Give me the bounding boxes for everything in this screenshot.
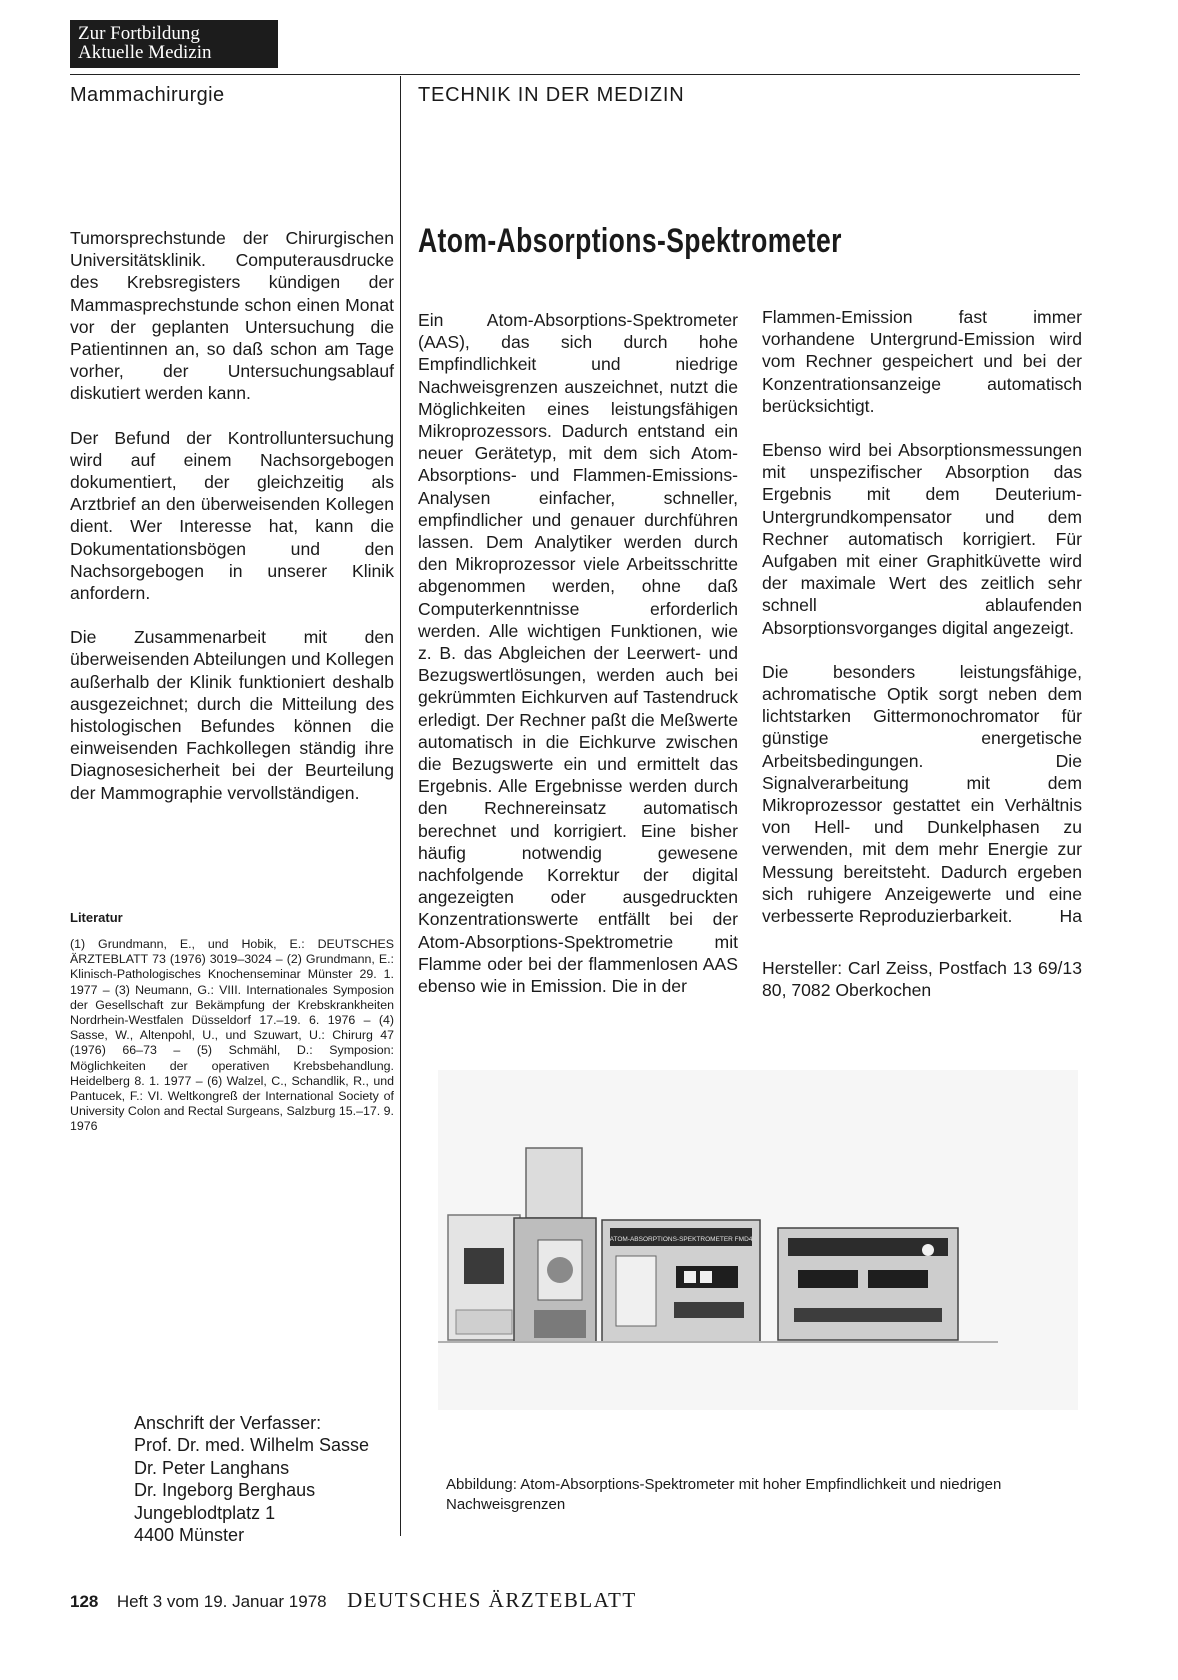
address-line: Jungeblodtplatz 1: [134, 1502, 276, 1523]
instrument-photo: [438, 1070, 1078, 1410]
address-line: 4400 Münster: [134, 1525, 245, 1546]
issue-info: Heft 3 vom 19. Januar 1978: [116, 1592, 327, 1611]
right-paragraph: Ebenso wird bei Absorptionsmessungen mit unspezifischer Absorption das Ergebnis mit dem Deuterium-Untergrundkompensator und dem Rechner automatisch korrigiert. Für Aufgaben mit einer Graphitküvette wird der maximale Wert des zeitlich sehr schnell ablaufenden Absorptionsvorganges digital angezeigt.: [762, 440, 1082, 638]
right-paragraph-text: Die besonders leistungsfähige, achromatische Optik sorgt neben dem lichtstarken Gittermonochromator für günstige energetische Arbeitsbedingungen. Die Signalverarbeitung mit dem Mikroprozessor gestattet ein Verhältnis von Hell- und Dunkelphasen zu verwenden, mit dem mehr Energie zur Messung bereitsteht. Dadurch ergeben sich ruhigere Anzeigewerte und eine verbesserte Reproduzierbarkeit.: [762, 661, 1082, 927]
spectrometer-main-unit: [602, 1220, 760, 1342]
column-divider: [400, 76, 401, 1536]
address-line: Dr. Peter Langhans: [134, 1457, 290, 1478]
article-title: Atom-Absorptions-Spektrometer: [418, 222, 842, 260]
author-signature: Ha: [1059, 906, 1082, 927]
badge-line-1: Zur Fortbildung: [78, 23, 200, 44]
address-line: Prof. Dr. med. Wilhelm Sasse: [134, 1435, 370, 1456]
middle-paragraph: Ein Atom-Absorptions-Spektrometer (AAS), das sich durch hohe Empfindlichkeit und niedrige Nachweisgrenzen auszeichnet, nutzt die Möglichkeiten eines leistungsfähigen Mikroprozessors. Dadurch entstand ein neuer Gerätetyp, mit dem sich Atom-Absorptions- und Flammen-Emissions-Analysen einfacher, schneller, empfindlicher und genauer durchführen lassen. Dem Analytiker werden durch den Mikroprozessor viele Arbeitsschritte abgenommen werden, ohne daß Computerkenntnisse erforderlich werden. Alle wichtigen Funktionen, wie z. B. das Abgleichen der Leerwert- und Bezugswertlösungen, werden auch bei gekrümmten Eichkurven auf Tastendruck erledigt. Der Rechner paßt die Meßwerte automatisch in die Eichkurve zwischen die Bezugswerte ein und ermittelt das Ergebnis. Alle Ergebnisse werden durch den Rechnereinsatz automatisch berechnet und korrigiert. Eine bisher häufig notwendig gewesene nachfolgende Korrektur der digital angezeigten oder ausgedruckten Konzentrationswerte entfällt bei der Atom-Absorptions-Spektrometrie mit Flamme oder bei der flammenlosen AAS ebenso wie in Emission. Die in der: [418, 310, 738, 997]
literature-references: (1) Grundmann, E., und Hobik, E.: DEUTSCHES ÄRZTEBLATT 73 (1976) 3019–3024 – (2) Grundmann, E.: Klinisch-Pathologisches Knochenseminar Münster 29. 1. 1977 – (3) Neumann, G.: VIII. Internationales Symposion der Gesellschaft zur Bekämpfung der Krebskrankheiten Nordrhein-Westfalen Düsseldorf 17.–19. 6. 1976 – (4) Sasse, W., Altenpohl, U., und Szuwart, U.: Chirurg 47 (1976) 66–73 – (5) Schmähl, D.: Symposion: Möglichkeiten der operativen Krebsbehandlung. Heidelberg 8. 1. 1977 – (6) Walzel, C., Schandlik, R., und Pantucek, F.: VI. Weltkongreß der International Society of University Colon and Rectal Surgeans, Salzburg 15.–17. 9. 1976: [70, 937, 394, 1134]
rubric-left: Mammachirurgie: [70, 84, 225, 106]
device-label: ATOM-ABSORPTIONS-SPEKTROMETER FMD4: [609, 1236, 753, 1243]
journal-name: DEUTSCHES ÄRZTEBLATT: [347, 1588, 637, 1612]
readout-unit: [778, 1228, 958, 1340]
header-rule: [70, 74, 1080, 75]
right-paragraph: [762, 661, 1082, 927]
left-paragraph: Tumorsprechstunde der Chirurgischen Universitätsklinik. Computerausdrucke des Krebsregisters kündigen der Mammasprechstunde schon einen Monat vor der geplanten Untersuchung die Patientinnen an, so daß schon am Tage vorher, der Untersuchungsablauf diskutiert werden kann.: [70, 228, 394, 404]
author-address: [134, 1412, 369, 1546]
figure-caption: Abbildung: Atom-Absorptions-Spektrometer mit hoher Empfindlichkeit und niedrigen Nachweisgrenzen: [446, 1476, 1002, 1513]
page-footer: [70, 1588, 637, 1613]
right-paragraph: Flammen-Emission fast immer vorhandene Untergrund-Emission wird vom Rechner gespeichert und bei der Konzentrationsanzeige automatisch berücksichtigt.: [762, 307, 1082, 416]
left-column: [70, 227, 394, 826]
literature-heading: Literatur: [70, 910, 123, 925]
manufacturer-info: Hersteller: Carl Zeiss, Postfach 13 69/13 80, 7082 Oberkochen: [762, 958, 1082, 1001]
page-number: 128: [70, 1592, 99, 1611]
address-line: Dr. Ingeborg Berghaus: [134, 1480, 316, 1501]
address-line: Anschrift der Verfasser:: [134, 1413, 322, 1433]
rubric-right: TECHNIK IN DER MEDIZIN: [418, 84, 685, 106]
badge-line-2: Aktuelle Medizin: [78, 42, 212, 63]
autosampler-unit: [448, 1215, 520, 1340]
left-paragraph: Der Befund der Kontrolluntersuchung wird auf einem Nachsorgebogen dokumentiert, der gleichzeitig als Arztbrief an den überweisenden Kollegen dient. Wer Interesse hat, kann die Dokumentationsbögen und den Nachsorgebogen in unserer Klinik anfordern.: [70, 427, 394, 604]
middle-column: [418, 309, 738, 1019]
section-badge: [70, 20, 278, 68]
left-paragraph: Die Zusammenarbeit mit den überweisenden Abteilungen und Kollegen außerhalb der Klinik funktioniert deshalb ausgezeichnet; durch die Mitteilung des histologischen Befundes können die einweisenden Fachkollegen ständig ihre Diagnosesicherheit bei der Beurteilung der Mammographie vervollständigen.: [70, 627, 394, 803]
right-column: [762, 306, 1082, 1024]
